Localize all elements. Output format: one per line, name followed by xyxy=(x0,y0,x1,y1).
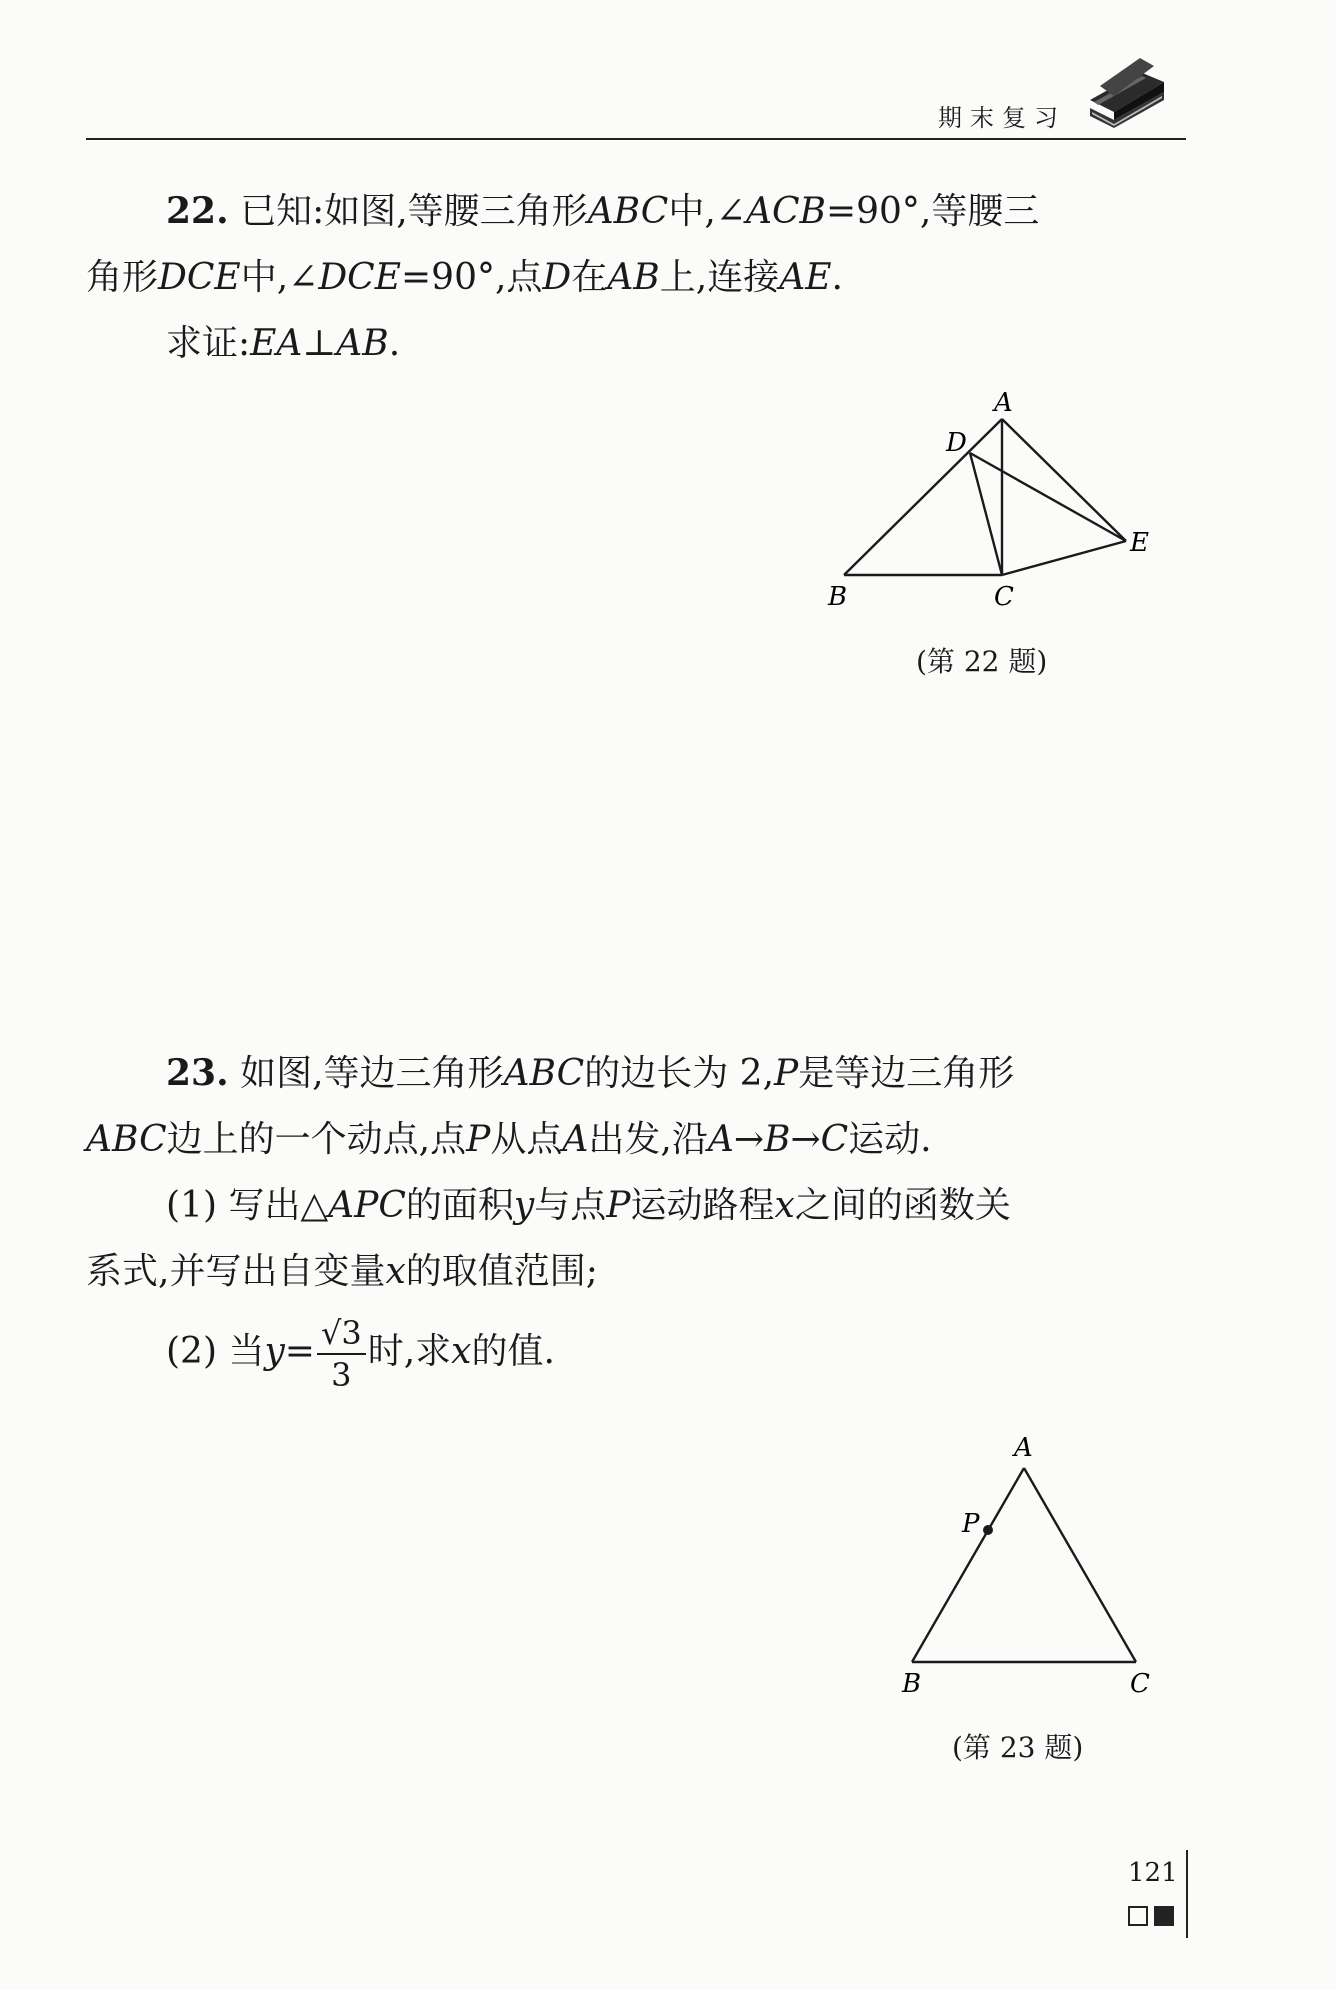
label-e: E xyxy=(1130,528,1149,558)
q23-text: x xyxy=(774,1185,795,1226)
q23-text: (2) 当 xyxy=(166,1331,265,1372)
q22-text: ACB xyxy=(745,191,826,232)
q22-line-1 xyxy=(86,178,1186,245)
q22-text: 已知:如图,等腰三角形 xyxy=(240,191,588,232)
q22-text: . xyxy=(388,323,401,364)
label-c: C xyxy=(994,582,1014,612)
label-p: P xyxy=(962,1509,980,1539)
q22-text: 中,∠ xyxy=(668,191,746,232)
q23-caption: (第 23 题) xyxy=(952,1731,1084,1764)
q22-text: AB xyxy=(607,257,660,298)
q22-text: 上,连接 xyxy=(659,257,780,298)
q22-text: 求证: xyxy=(166,323,251,364)
q23-text: A→B→C xyxy=(707,1119,849,1160)
q23-text: P xyxy=(774,1053,799,1094)
q23-text: x xyxy=(385,1251,406,1292)
book-stack-icon xyxy=(1080,52,1170,134)
q23-text: P xyxy=(466,1119,491,1160)
header-rule xyxy=(86,138,1186,140)
q22-text: . xyxy=(831,257,843,298)
segment-ae xyxy=(1002,419,1126,541)
q23-text: 边上的一个动点,点 xyxy=(166,1119,467,1160)
q22-number: 22. xyxy=(166,190,229,232)
empty-square-icon xyxy=(1128,1906,1148,1926)
q22-statement xyxy=(86,178,1186,377)
segment-dc xyxy=(970,453,1002,575)
q23-text: 时,求 xyxy=(367,1331,452,1372)
q23-text: 的值. xyxy=(471,1331,555,1372)
q23-text: 运动. xyxy=(848,1119,932,1160)
section-header: 期末复习 xyxy=(938,104,1066,132)
q23-text: x xyxy=(451,1331,472,1372)
segment-ac xyxy=(1024,1468,1136,1662)
q23-text: 是等边三角形 xyxy=(798,1053,1015,1094)
q23-number: 23. xyxy=(166,1052,229,1094)
q23-line-2 xyxy=(86,1107,1186,1173)
q23-text: y xyxy=(264,1331,285,1372)
q22-text: D xyxy=(542,257,572,298)
segment-ab xyxy=(912,1468,1024,1662)
filled-square-icon xyxy=(1154,1906,1174,1926)
label-b: B xyxy=(828,582,848,612)
fraction-sqrt3-over-3 xyxy=(317,1314,366,1394)
label-a: A xyxy=(1014,1433,1033,1463)
q23-text: 与点 xyxy=(534,1185,607,1226)
q22-line-2 xyxy=(86,245,1186,311)
segment-ce xyxy=(1002,541,1126,575)
q22-figure xyxy=(820,385,1150,615)
q23-part2 xyxy=(86,1314,1186,1394)
q23-text: 如图,等边三角形 xyxy=(240,1053,504,1094)
q22-text: 中,∠ xyxy=(240,257,319,298)
q23-figure xyxy=(890,1430,1180,1700)
page-number-rule xyxy=(1186,1850,1188,1938)
page-number: 121 xyxy=(1128,1858,1178,1888)
q23-text: (1) 写出△ xyxy=(166,1185,329,1226)
label-b: B xyxy=(902,1669,922,1699)
q23-text: = xyxy=(284,1331,315,1372)
segment-ba xyxy=(844,419,1002,575)
q23-text: 系式,并写出自变量 xyxy=(86,1251,386,1292)
q22-text: 在 xyxy=(571,257,608,298)
q22-text: =90°,点 xyxy=(401,257,543,298)
q23-text: 之间的函数关 xyxy=(794,1185,1011,1226)
q22-text: =90°,等腰三 xyxy=(825,191,1040,232)
q23-text: 运动路程 xyxy=(630,1185,775,1226)
q22-text: AB xyxy=(336,323,389,364)
fraction-numerator: √3 xyxy=(317,1317,366,1355)
q23-part1-line-2 xyxy=(86,1239,1186,1305)
segment-de xyxy=(970,453,1126,541)
q22-text: EA xyxy=(250,323,303,364)
q23-line-1 xyxy=(86,1040,1186,1107)
q23-part1 xyxy=(86,1173,1186,1239)
q23-text: ABC xyxy=(86,1119,167,1160)
q22-prove xyxy=(86,311,1186,377)
fraction-denominator: 3 xyxy=(331,1356,352,1394)
q23-text: 的边长为 2, xyxy=(584,1053,775,1094)
point-p-dot xyxy=(983,1525,993,1535)
q23-text: ABC xyxy=(503,1053,585,1094)
q23-text: 从点 xyxy=(490,1119,563,1160)
q22-caption: (第 22 题) xyxy=(916,645,1048,678)
q23-text: 的面积 xyxy=(405,1185,514,1226)
q22-text: AE xyxy=(779,257,832,298)
q22-text: ABC xyxy=(587,191,669,232)
q23-text: y xyxy=(513,1185,535,1226)
q23-statement xyxy=(86,1040,1186,1394)
q23-text: 的取值范围; xyxy=(405,1251,598,1292)
q22-text: DCE xyxy=(318,257,401,298)
label-d: D xyxy=(946,428,967,458)
q23-text: APC xyxy=(328,1185,406,1226)
q23-text: 出发,沿 xyxy=(588,1119,708,1160)
label-a: A xyxy=(994,388,1013,418)
q22-text: ⊥ xyxy=(302,323,337,364)
label-c: C xyxy=(1130,1669,1150,1699)
q22-text: 角形 xyxy=(86,257,159,298)
q23-text: A xyxy=(562,1119,589,1160)
q22-text: DCE xyxy=(158,257,241,298)
q23-text: P xyxy=(606,1185,631,1226)
